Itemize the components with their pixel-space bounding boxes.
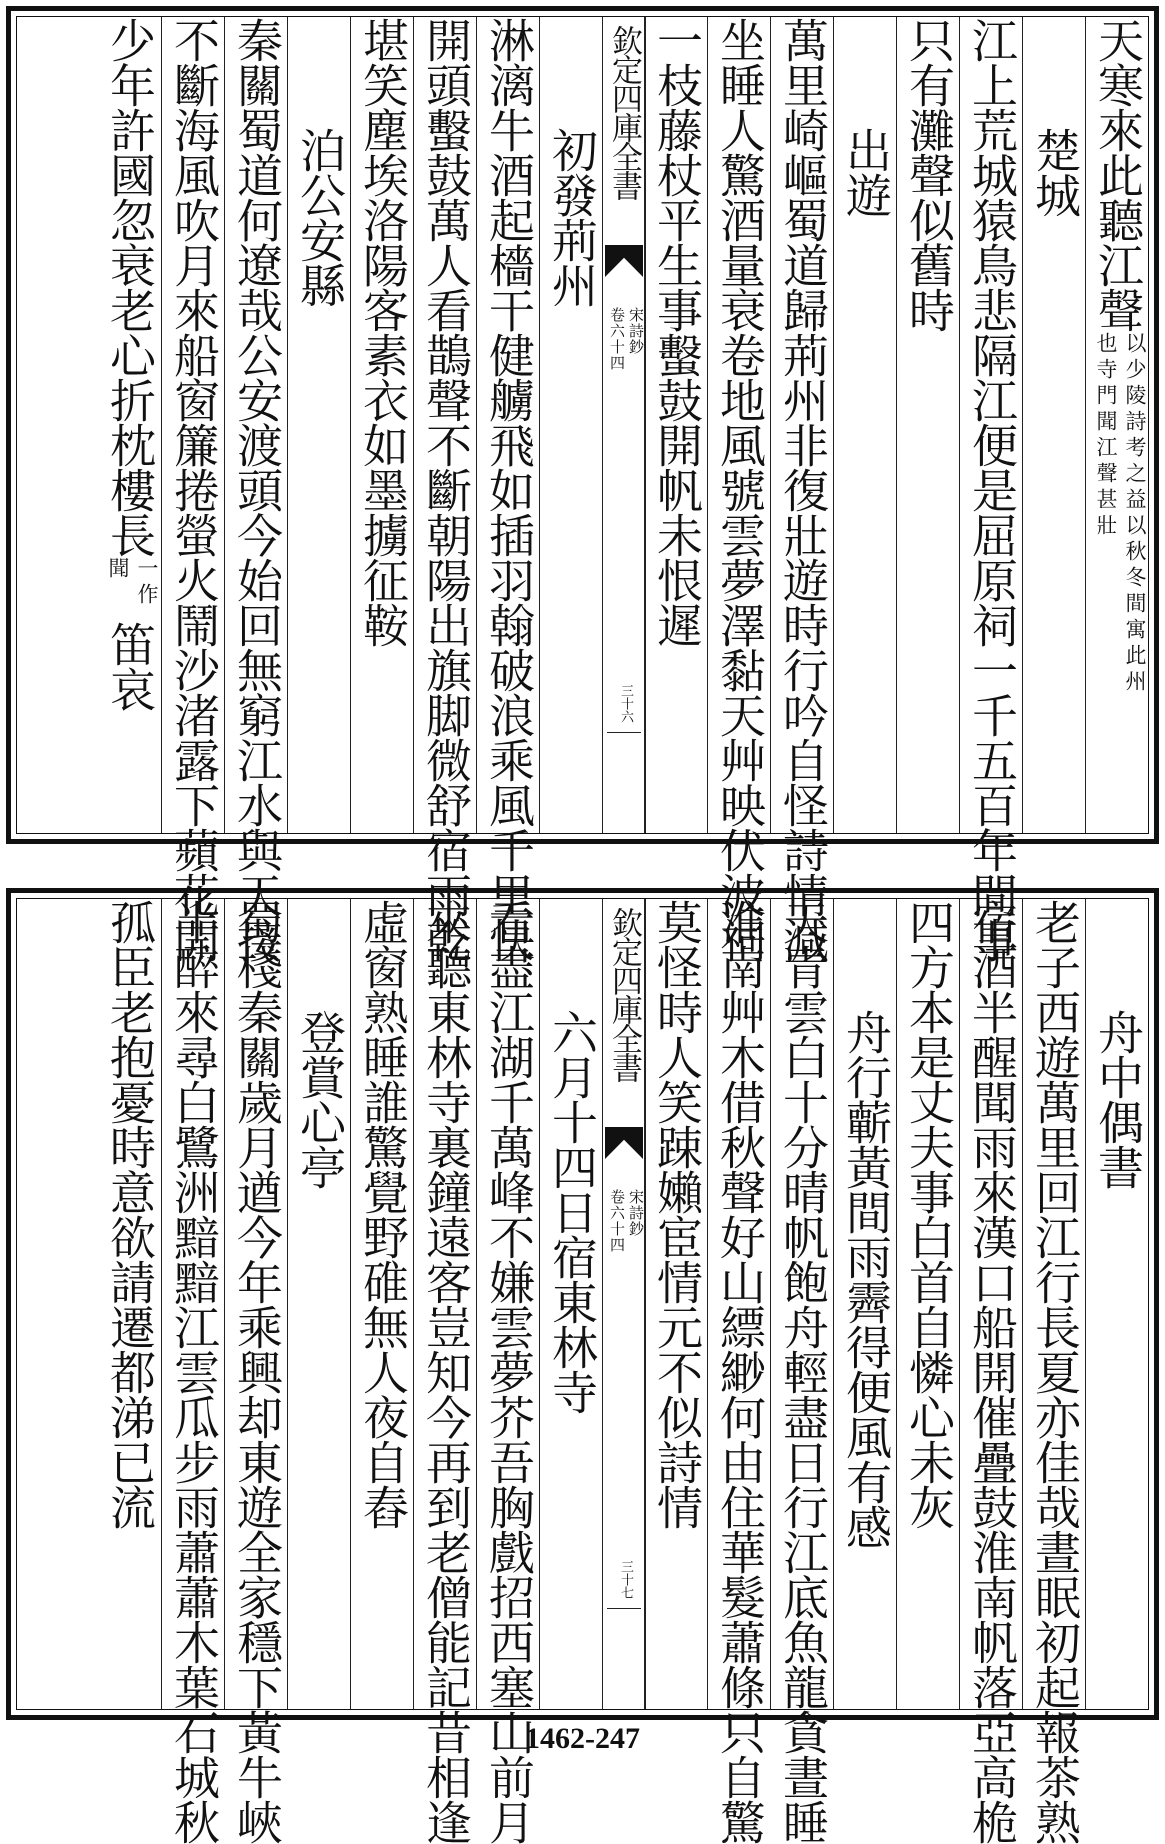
- annotation-note: 以少陵詩考之益以秋冬間寓此州也寺門聞江聲甚壯: [1094, 332, 1147, 696]
- column-text: 六月十四日宿東林寺: [545, 1009, 599, 1414]
- column-text-tail: 笛哀: [103, 621, 157, 711]
- top-column: [644, 17, 708, 833]
- poem-line: [771, 899, 834, 1844]
- poem-line: [1086, 17, 1149, 712]
- bottom-column: [413, 899, 477, 1844]
- bottom-column: [1022, 899, 1086, 1844]
- column-text: 江上荒城猿鳥悲隔江便是屈原祠一千五百年間事: [965, 17, 1019, 962]
- top-column: [1022, 17, 1086, 833]
- poem-title: [540, 899, 603, 1414]
- book-title: 欽定四庫全書: [606, 907, 642, 1081]
- leaf-number: 三十七: [618, 1560, 633, 1599]
- top-column: [770, 17, 834, 962]
- column-text: 舟行蘄黃間雨霽得便風有感: [839, 1009, 893, 1549]
- column-text: 淮南艸木借秋聲好山縹緲何由住華髮蕭條只自驚: [713, 899, 767, 1844]
- top-column: [959, 17, 1023, 962]
- column-text: 淋漓牛酒起檣干健艣飛如插羽翰破浪乘風千里快: [482, 17, 536, 962]
- column-text: 宿酒半醒聞雨來漢口船開催疊鼓淮南帆落亞高桅: [965, 899, 1019, 1844]
- column-text: 堪笑塵埃洛陽客素衣如墨擄征鞍: [356, 17, 410, 647]
- bottom-column: [161, 899, 225, 1844]
- column-text: 一枝藤杖平生事蟿鼓開帆未恨遲: [650, 17, 704, 647]
- poem-title: [834, 899, 897, 1549]
- bottom-column: [959, 899, 1023, 1844]
- poem-line: [960, 899, 1023, 1844]
- column-text: 蜀棧秦關歲月遒今年乘興却東遊全家穩下黃牛峽: [230, 899, 284, 1844]
- bottom-column: [287, 899, 351, 1709]
- poem-line: [897, 17, 960, 332]
- poem-line: [225, 17, 288, 962]
- column-text: 登賞心亭: [293, 1009, 347, 1189]
- poem-title: [1023, 17, 1086, 217]
- column-text: 孤臣老抱憂時意欲請遷都涕已流: [103, 899, 157, 1529]
- bottom-column: [476, 899, 540, 1844]
- top-column: [350, 17, 414, 833]
- poem-line: [414, 899, 477, 1844]
- poem-line: [162, 899, 225, 1844]
- top-column: [539, 17, 603, 833]
- bottom-column: [350, 899, 414, 1709]
- annotation-note: 一作聞: [106, 557, 159, 609]
- fishtail-mark-icon: [605, 1127, 643, 1159]
- bottom-column: [770, 899, 834, 1844]
- top-column: [707, 17, 771, 962]
- book-spine-label: [602, 17, 646, 833]
- column-text: 泊公安縣: [293, 127, 347, 307]
- poem-line: [98, 899, 161, 1529]
- bottom-column: [539, 899, 603, 1709]
- bottom-column: [1085, 899, 1149, 1709]
- poem-line: [708, 899, 771, 1844]
- fishtail-mark-icon: [605, 245, 643, 277]
- bottom-column: [644, 899, 708, 1709]
- column-text: 虛窗熟睡誰驚覺野碓無人夜自舂: [356, 899, 410, 1529]
- bottom-column: [707, 899, 771, 1844]
- poem-line: [225, 899, 288, 1844]
- top-column: [476, 17, 540, 962]
- top-column: [896, 17, 960, 833]
- column-text: 楚城: [1028, 127, 1082, 217]
- column-text: 四方本是丈夫事白首自憐心未灰: [902, 899, 956, 1529]
- column-text: 萬里崎嶇蜀道歸荊州非復壯遊時行吟自怪詩情減: [776, 17, 830, 962]
- column-text: 出遊: [839, 127, 893, 217]
- column-text: 來聽東林寺裏鐘遠客豈知今再到老僧能記昔相逢: [419, 899, 473, 1844]
- volume-label: 宋詩鈔 卷六十四: [608, 307, 645, 371]
- poem-title: [1086, 899, 1149, 1189]
- poem-title: [540, 17, 603, 307]
- poem-line: [162, 17, 225, 962]
- bottom-column: [224, 899, 288, 1844]
- book-title: 欽定四庫全書: [606, 25, 642, 199]
- poem-title: [288, 17, 351, 307]
- poem-line: [897, 899, 960, 1529]
- poem-title: [834, 17, 897, 217]
- column-text: 開頭蟿鼓萬人看鵲聲不斷朝陽出旗脚微舒宿雨乾: [419, 17, 473, 962]
- column-text: 不斷海風吹月來船窗簾捲螢火鬧沙渚露下蘋花開: [167, 17, 221, 962]
- poem-line: [351, 17, 414, 647]
- column-text: 看盡江湖千萬峰不嫌雲夢芥吾胸戲招西塞山前月: [482, 899, 536, 1844]
- divider: [607, 732, 641, 733]
- column-text: 只有灘聲似舊時: [902, 17, 956, 332]
- poem-line: [98, 17, 161, 711]
- column-text: 秦關蜀道何遼哉公安渡頭今始回無窮江水與天接: [230, 17, 284, 962]
- column-text: 老子西遊萬里回江行長夏亦佳哉晝眠初起報茶熟: [1028, 899, 1082, 1844]
- top-column: [833, 17, 897, 833]
- column-text: 莫怪時人笑踈嬾宦情元不似詩情: [650, 899, 704, 1529]
- top-column: [413, 17, 477, 962]
- poem-line: [645, 17, 708, 647]
- top-column: [98, 17, 161, 833]
- poem-line: [1023, 899, 1086, 1844]
- top-page-panel: [6, 6, 1159, 962]
- top-column: [287, 17, 351, 833]
- column-text: 舟中偶書: [1091, 1009, 1145, 1189]
- poem-line: [708, 17, 771, 962]
- book-spine-label: [602, 899, 646, 1709]
- top-page-columns: [16, 16, 1149, 962]
- bottom-column: [833, 899, 897, 1709]
- poem-line: [351, 899, 414, 1529]
- top-column: [224, 17, 288, 962]
- volume-label: 宋詩鈔 卷六十四: [608, 1189, 645, 1253]
- leaf-number: 三十六: [618, 684, 633, 723]
- column-text: 天青雲白十分晴帆飽舟輕盡日行江底魚龍貪晝睡: [776, 899, 830, 1844]
- column-text: 初發荊州: [545, 127, 599, 307]
- poem-line: [771, 17, 834, 962]
- column-text: 少年許國忽衰老心折枕樓長: [103, 17, 157, 557]
- poem-line: [477, 899, 540, 1844]
- column-text: 坐睡人驚酒量衰卷地風號雲夢澤黏天艸映伏波祠: [713, 17, 767, 962]
- divider: [607, 1608, 641, 1609]
- poem-title: [288, 899, 351, 1189]
- top-column: [1085, 17, 1149, 833]
- top-column: [161, 17, 225, 962]
- bottom-column: [98, 899, 161, 1709]
- poem-line: [477, 17, 540, 962]
- column-text: 天寒來此聽江聲: [1091, 17, 1145, 332]
- column-text: 半醉來尋白鷺洲黯黯江雲瓜步雨蕭蕭木葉石城秋: [167, 899, 221, 1844]
- poem-line: [414, 17, 477, 962]
- poem-line: [960, 17, 1023, 962]
- page-footer-number: 1462-247: [525, 1722, 640, 1755]
- bottom-column: [896, 899, 960, 1709]
- poem-line: [645, 899, 708, 1529]
